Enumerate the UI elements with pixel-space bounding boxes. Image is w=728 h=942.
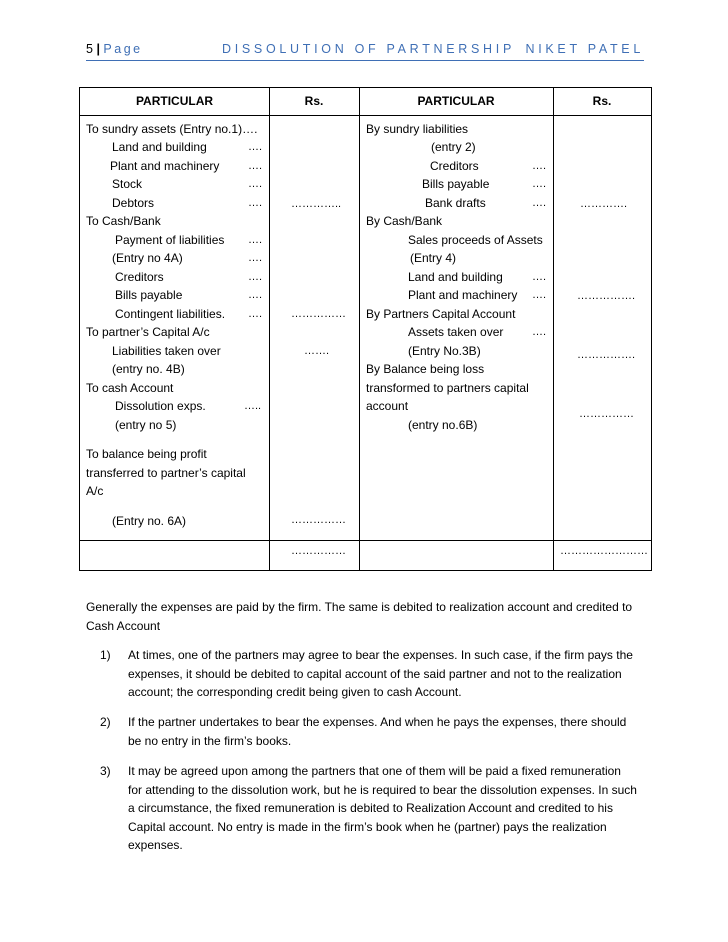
debit-line: To sundry assets (Entry no.1)….	[86, 122, 258, 136]
page-number: 5	[86, 42, 93, 56]
debit-line: transferred to partner’s capital	[86, 466, 246, 480]
page-number-label	[86, 42, 143, 56]
column-divider	[269, 88, 270, 570]
debit-line: Dissolution exps.	[115, 399, 206, 413]
debit-line: Liabilities taken over	[112, 344, 221, 358]
list-item-number: 1)	[100, 648, 111, 662]
list-item	[86, 646, 646, 702]
credit-line: By sundry liabilities	[366, 122, 469, 136]
credit-line: By Partners Capital Account	[366, 307, 516, 321]
list-item	[86, 713, 646, 751]
list-item-text: It may be agreed upon among the partners that one of them will be paid a fixed remuneration for attending to the dissolution work, but he is required to bear the dissolution expenses. In such a circumstance, the fixed remuneration is debited to Realization Account and credited to his Capital account. No entry is made in the firm’s book when he (partner) pays the realization expenses.	[128, 764, 637, 852]
credit-line: Land and building	[408, 270, 503, 284]
debit-line: Debtors	[112, 196, 155, 210]
credit-amount: ……………	[579, 408, 634, 420]
list-item-text: At times, one of the partners may agree to bear the expenses. In such case, if the firm pays the expenses, it should be debited to capital account of the said partner and not to the realization account; the corresponding credit being given to cash Account.	[128, 648, 633, 699]
header-separator: |	[96, 42, 100, 56]
list-item-number: 3)	[100, 764, 111, 778]
debit-dots: ….	[248, 289, 263, 301]
column-divider	[553, 88, 554, 570]
credit-total: ……………………	[560, 545, 648, 557]
total-row-divider	[80, 540, 651, 541]
page-header	[86, 42, 644, 60]
debit-dots: ….	[248, 178, 263, 190]
credit-dots: ….	[532, 197, 547, 209]
credit-amount: …………….	[577, 349, 636, 361]
credit-line: (Entry 4)	[410, 251, 457, 265]
credit-line: Assets taken over	[408, 325, 504, 339]
credit-line: (entry no.6B)	[408, 418, 478, 432]
credit-line: By Cash/Bank	[366, 214, 443, 228]
document-title: DISSOLUTION OF PARTNERSHIP	[222, 42, 515, 56]
debit-line: Contingent liabilities.	[115, 307, 226, 321]
debit-line: To partner’s Capital A/c	[86, 325, 210, 339]
credit-dots: ….	[532, 271, 547, 283]
credit-amount: ………….	[580, 198, 628, 210]
debit-dots: ….	[248, 141, 263, 153]
debit-amount: ……………	[291, 308, 346, 320]
credit-line: Plant and machinery	[408, 288, 518, 302]
credit-line: Creditors	[430, 159, 479, 173]
credit-line: By Balance being loss	[366, 362, 485, 376]
debit-dots: ….	[248, 160, 263, 172]
credit-line: Sales proceeds of Assets	[408, 233, 543, 247]
header-row-divider	[80, 115, 651, 116]
debit-line: Stock	[112, 177, 143, 191]
debit-amount: …………..	[291, 198, 342, 210]
credit-line: Bank drafts	[425, 196, 486, 210]
credit-dots: ….	[532, 178, 547, 190]
debit-line: (Entry no. 6A)	[112, 514, 187, 528]
debit-line: To cash Account	[86, 381, 174, 395]
debit-dots: ….	[248, 271, 263, 283]
realization-account-table	[79, 87, 652, 571]
debit-dots: ….	[248, 234, 263, 246]
debit-line: (entry no 5)	[115, 418, 177, 432]
credit-line: (entry 2)	[431, 140, 476, 154]
debit-dots: ….	[248, 252, 263, 264]
debit-dots: ….	[248, 197, 263, 209]
debit-line: Bills payable	[115, 288, 183, 302]
credit-line: transformed to partners capital	[366, 381, 529, 395]
debit-line: Payment of liabilities	[115, 233, 225, 247]
credit-dots: ….	[532, 289, 547, 301]
credit-dots: ….	[532, 160, 547, 172]
col-header-rs-debit: Rs.	[304, 94, 324, 108]
page-word: Page	[103, 42, 143, 56]
debit-line: (Entry no 4A)	[112, 251, 183, 265]
list-item-number: 2)	[100, 715, 111, 729]
credit-line: Bills payable	[422, 177, 490, 191]
debit-line: (entry no. 4B)	[112, 362, 185, 376]
document-author: NIKET PATEL	[525, 42, 644, 56]
credit-line: account	[366, 399, 409, 413]
column-divider	[359, 88, 360, 570]
intro-paragraph: Generally the expenses are paid by the firm. The same is debited to realization account and credited to Cash Account	[86, 600, 633, 633]
debit-dots: …..	[244, 400, 262, 412]
credit-line: (Entry No.3B)	[408, 344, 481, 358]
debit-amount: …….	[304, 345, 330, 357]
debit-line: Creditors	[115, 270, 164, 284]
debit-line: Land and building	[112, 140, 207, 154]
col-header-particular-debit: PARTICULAR	[135, 94, 214, 108]
debit-total: ……………	[291, 545, 346, 557]
credit-dots: ….	[532, 326, 547, 338]
debit-dots: ….	[248, 308, 263, 320]
debit-line: To Cash/Bank	[86, 214, 161, 228]
header-rule	[86, 60, 644, 61]
list-item-text: If the partner undertakes to bear the expenses. And when he pays the expenses, there should be no entry in the firm’s books.	[128, 715, 627, 748]
debit-amount: ……………	[291, 514, 346, 526]
credit-amount: …………….	[577, 290, 636, 302]
col-header-particular-credit: PARTICULAR	[417, 94, 495, 108]
list-item	[86, 762, 646, 856]
debit-line: To balance being profit	[86, 447, 207, 461]
debit-line: Plant and machinery	[110, 159, 220, 173]
debit-line: A/c	[86, 484, 104, 498]
col-header-rs-credit: Rs.	[592, 94, 612, 108]
